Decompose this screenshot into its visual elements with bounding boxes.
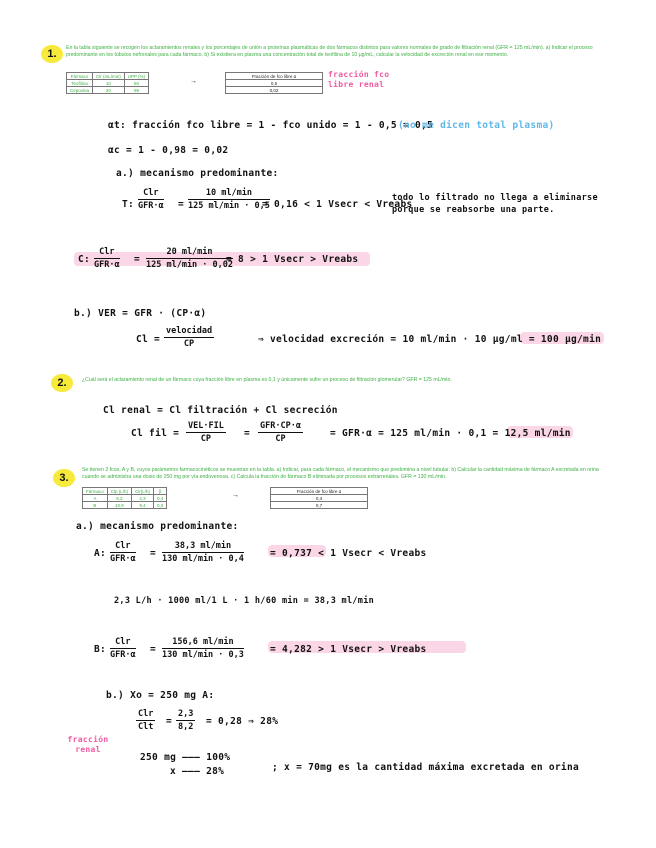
- q1-t-comment-1: todo lo filtrado no llega a eliminarse: [392, 193, 598, 203]
- q3-data-table: Fármaco Clp (L/h) Clr(L/h) β A 8,2 2,3 0,4 B 10,9 9,4 0,3: [82, 487, 167, 509]
- q1-b-cl: Cl =: [136, 334, 161, 345]
- q1-alpha-t: αt: fracción fco libre = 1 - fco unido = 1 - 0,5 = 0,5: [108, 120, 434, 131]
- q1-data-table: Fármaco Clr (mL/min) UPP (%) Teofilina 10 50 Cepoxina 20 98: [66, 72, 149, 94]
- arrow-icon: →: [190, 78, 197, 85]
- q2-frac1: VEL·FIL CP: [188, 421, 224, 444]
- q1-b-frac: velocidad CP: [166, 326, 213, 349]
- q2-cl-fil: Cl fil =: [131, 428, 180, 439]
- q1-t-comment-2: porque se reabsorbe una parte.: [392, 205, 555, 215]
- q1-c-label: C:: [78, 254, 91, 265]
- q3-conversion: 2,3 L/h · 1000 ml/1 L · 1 h/60 min = 38,3 ml/min: [114, 596, 375, 606]
- q1-c-result: = 8 > 1 Vsecr > Vreabs: [226, 254, 359, 265]
- q3-ratio-frac2: $\frac{2,3}{8,2}$: [178, 709, 194, 732]
- q3-b-title: b.) Xo = 250 mg A:: [106, 690, 215, 701]
- q3-rule-result: ; x = 70mg es la cantidad máxima excretada en orina: [272, 762, 579, 773]
- q3-b-frac1: Clr GFR·α: [110, 637, 136, 660]
- question-number-3: 3.: [53, 469, 75, 487]
- q1-alpha-c: αc = 1 - 0,98 = 0,02: [108, 145, 229, 156]
- q3-ratio-result: = 0,28 ⇒ 28%: [206, 716, 279, 727]
- q2-cl-renal: Cl renal = Cl filtración + Cl secreción: [103, 405, 338, 416]
- q3-ratio-frac1: Clr Clt: [138, 709, 154, 732]
- q3-side-note: fracción renal: [67, 735, 109, 754]
- q1-alpha-note: (no me dicen total plasma): [398, 120, 555, 131]
- q3-b-result: = 4,282 > 1 Vsecr > Vreabs: [270, 644, 427, 655]
- question-number-1: 1.: [41, 45, 63, 63]
- q1-t-label: T:: [122, 199, 135, 210]
- q2-result: = GFR·α = 125 ml/min · 0,1 = 12,5 ml/min: [330, 428, 571, 439]
- q1-a-title: a.) mecanismo predominante:: [116, 168, 279, 179]
- q3-fraction-table: Fracción de fco libre α 0,4 0,7: [270, 487, 368, 509]
- q1-t-frac1: Clr GFR·α: [138, 188, 164, 211]
- question-number-2: 2.: [51, 374, 73, 392]
- q1-c-frac2: 20 ml/min 125 ml/min · 0,02: [146, 247, 233, 270]
- question-2-text: ¿Cuál será el aclaramiento renal de un fármaco cuya fracción libre en plasma es 0,1 y únicamente sufre un proceso de filtración glomerular? GFR = 125 mL/min.: [82, 377, 452, 383]
- q1-c-frac1: Clr GFR·α: [94, 247, 120, 270]
- q3-a-title: a.) mecanismo predominante:: [76, 521, 239, 532]
- q1-annotation: fracción fco libre renal: [328, 70, 390, 89]
- question-1-text: En la tabla siguiente se recogen los aclaramientos renales y los porcentajes de unión a proteínas plasmáticas de dos fármacos distintos para valores normales de grado de filtración renal (GFR = 125 mL/min). a) Indicar el proceso predominante en los túbulos nefronales para cada fármaco. b) Si existiera en plasma una concentración total de teofilina de 10 μg/mL, calcular la velocidad de excreción renal en ese momento.: [66, 45, 593, 58]
- q1-fraction-table: Fracción de fco libre α 0,5 0,02: [225, 72, 323, 94]
- q3-rule-line-2: x ——— 28%: [170, 766, 225, 777]
- q3-a-result: = 0,737 < 1 Vsecr < Vreabs: [270, 548, 427, 559]
- q3-a-frac1: Clr GFR·α: [110, 541, 136, 564]
- q1-b-result: ⇒ velocidad excreción = 10 ml/min · 10 μg/ml = 100 μg/min: [258, 334, 602, 345]
- q3-a-frac2: 38,3 ml/min 130 ml/min · 0,4: [162, 541, 244, 564]
- q3-b-label: B:: [94, 644, 107, 655]
- q3-rule-line-1: 250 mg ——— 100%: [140, 752, 231, 763]
- arrow-icon: →: [232, 492, 239, 499]
- question-3-text: Se tienen 2 fcos, A y B, cuyos parámetros farmacocinéticos se muestran en la tabla. a) Indicar, para cada fármaco, el mecanismo que predomina a nivel tubular. b) Calcular la cantidad máxima de fármaco A excretada en orina cuando se administra una dosis de 250 mg por vía endovenosa. c) Calcula la fracción de fármaco B eliminada por procesos extrarrenales. GFR = 130 mL/min.: [82, 467, 599, 480]
- q1-t-frac2: 10 ml/min 125 ml/min · 0,5: [188, 188, 270, 211]
- q2-frac2: GFR·CP·α CP: [260, 421, 301, 444]
- q3-b-frac2: 156,6 ml/min 130 ml/min · 0,3: [162, 637, 244, 660]
- q1-b-title: b.) VER = GFR · (CP·α): [74, 308, 207, 319]
- q1-t-result: = 0,16 < 1 Vsecr < Vreabs: [262, 199, 413, 210]
- q3-a-label: A:: [94, 548, 107, 559]
